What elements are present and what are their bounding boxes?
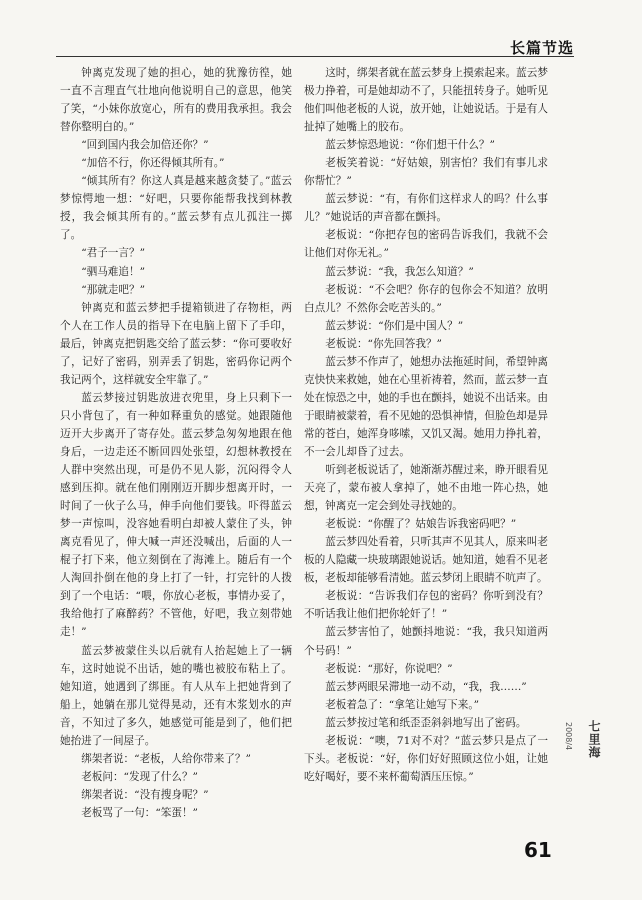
paragraph: 蓝云梦说：“我，我怎么知道？” [325, 265, 474, 278]
paragraph: 老板说：“你醒了？姑娘告诉我密码吧？” [325, 518, 517, 531]
paragraph: “加倍不行，你还得倾其所有。” [81, 157, 225, 170]
page-number: 61 [524, 838, 552, 862]
header-rule [56, 56, 574, 57]
paragraph: 这时，绑架者就在蓝云梦身上摸索起来。蓝云梦极力挣着，可是她却动不了，只能扭转身子。她听见他们叫他老板的人说，放开她，让她说话。于是有人扯掉了她嘴上的胶布。 [304, 67, 548, 134]
paragraph: 蓝云梦四处看着，只听其声不见其人，原来叫老板的人隐藏一块玻璃跟她说话。她知道，她看不见老板，老板却能够看清她。蓝云梦闭上眼睛不吭声了。 [304, 536, 548, 585]
paragraph: 老板说：“噢，71对不对？”蓝云梦只是点了一下头。老板说：“好，你们好好照顾这位小姐，让她吃好喝好，要不来杯葡萄酒压压惊。” [304, 734, 548, 783]
paragraph: 蓝云梦说：“有，有你们这样求人的吗？什么事儿？”她说话的声音都在颤抖。 [304, 193, 548, 224]
left-column [60, 64, 292, 822]
paragraph: 蓝云梦说：“你们是中国人？” [325, 319, 464, 332]
paragraph: “回到国内我会加倍还你？” [81, 139, 209, 152]
right-column [304, 64, 548, 786]
paragraph: 老板说：“你先回答我？” [325, 337, 442, 350]
magazine-mark: 七里海 [587, 720, 601, 759]
paragraph: 蓝云梦按过笔和纸歪歪斜斜地写出了密码。 [325, 716, 527, 729]
paragraph: 老板骂了一句：“笨蛋！” [81, 806, 198, 819]
paragraph: 钟离克和蓝云梦把手提箱锁进了存物柜，两个人在工作人员的指导下在电脑上留下了手印，最后，钟离克把钥匙交给了蓝云梦：“你可要收好了，记好了密码，别弄丢了钥匙，密码你记两个我记两个，这样就安全牢靠了。” [60, 301, 292, 386]
issue-date: 2008/4 [564, 722, 573, 751]
paragraph: 老板说：“不会吧？你存的包你会不知道？放明白点儿？不然你会吃苦头的。” [304, 283, 548, 314]
paragraph: 老板问：“发现了什么？” [81, 770, 198, 783]
paragraph: 绑架者说：“老板，人给你带来了？” [81, 752, 251, 765]
paragraph: “君子一言？” [81, 247, 145, 260]
paragraph: 蓝云梦两眼呆滞地一动不动，“我，我……” [325, 680, 527, 693]
paragraph: 钟离克发现了她的担心，她的犹豫彷徨，她一直不言理直气壮地向他说明自己的意思，他笑了笑，“小妹你放宽心，所有的费用我承担。我会替你整明白的。” [60, 67, 292, 134]
paragraph: “驷马难追！” [81, 265, 145, 278]
paragraph: 老板说：“那好，你说吧？” [325, 662, 453, 675]
paragraph: 蓝云梦惊恐地说：“你们想干什么？” [325, 139, 495, 152]
section-title: 长篇节选 [509, 39, 574, 57]
paragraph: 老板说：“你把存包的密码告诉我们，我就不会让他们对你无礼。” [304, 229, 548, 260]
paragraph: 蓝云梦不作声了，她想办法拖延时间，希望钟离克快快来救她，她在心里祈祷着，然而，蓝云梦一直处在惊恐之中，她的手也在颤抖，她说不出话来。由于眼睛被蒙着，看不见她的恐惧神情，但脸色却是异常的苍白，她浑身哆嗦，又饥又渴。她用力挣扎着，不一会儿却昏了过去。 [304, 355, 548, 458]
paragraph: “那就走吧？” [81, 283, 145, 296]
paragraph: 老板着急了：“拿笔让她写下来。” [325, 698, 480, 711]
paragraph: 老板说：“告诉我们存包的密码？你听到没有？不听话我让他们把你轮奸了！” [304, 590, 548, 621]
paragraph: “倾其所有？你这人真是越来越贪婪了。”蓝云梦惊愕地一想：“好吧，只要你能帮我找到林教授，我会倾其所有的。”蓝云梦有点儿孤注一掷了。 [60, 175, 292, 242]
paragraph: 蓝云梦被蒙住头以后就有人抬起她上了一辆车，这时她说不出话，她的嘴也被胶布粘上了。她知道，她遇到了绑匪。有人从车上把她背到了船上，她躺在那儿觉得晃动，还有木浆划水的声音，不知过了多久，她感觉可能是到了，他们把她抬进了一间屋子。 [60, 644, 292, 747]
paragraph: 蓝云梦接过钥匙放进衣兜里，身上只剩下一只小背包了，有一种如释重负的感觉。她跟随他迈开大步离开了寄存处。蓝云梦急匆匆地跟在他身后，一边走还不断回四处张望，幻想林教授在人群中突然出现，可是仍不见人影，沉闷得令人感到压抑。就在他们刚刚迈开脚步想离开时，一时间了一伙子么马，伸手向他们要钱。吓得蓝云梦一声惊叫，没容她看明白却被人蒙住了头，钟离克看见了，伸大喊一声还没喊出，后面的人一棍子打下来，他立刻倒在了海滩上。随后有一个人淘回扑倒在他的身上打了一针，打完针的人拨到了一个电话：“喂，你放心老板，事情办妥了，我给他打了麻醉药？不管他，好吧，我立刻带她走！” [60, 391, 292, 639]
paragraph: 蓝云梦害怕了，她颤抖地说：“我，我只知道两个号码！” [304, 626, 548, 657]
paragraph: 听到老板说话了，她渐渐苏醒过来，睁开眼看见天亮了，蒙布被人拿掉了，她不由地一阵心热，她想，钟离克一定会到处寻找她的。 [304, 464, 548, 513]
paragraph: 绑架者说：“没有搜身呢？” [81, 788, 209, 801]
paragraph: 老板笑着说：“好姑娘，别害怕？我们有事儿求你帮忙？” [304, 157, 548, 188]
